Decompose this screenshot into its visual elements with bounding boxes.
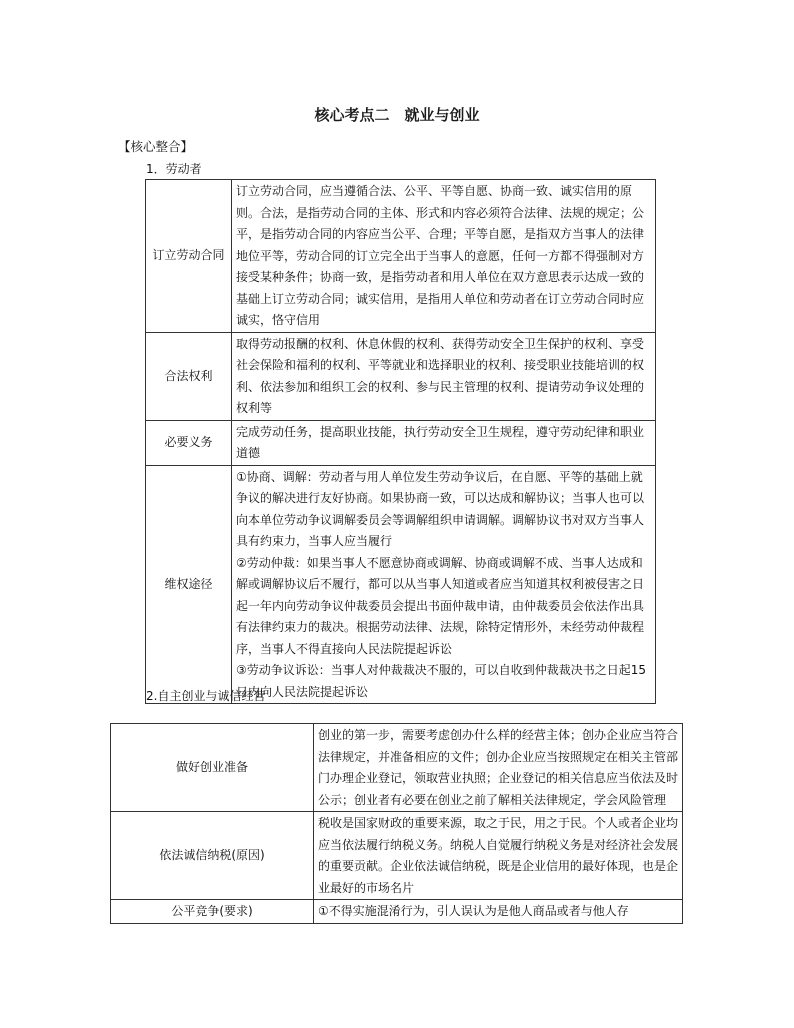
row-content: 取得劳动报酬的权利、休息休假的权利、获得劳动安全卫生保护的权利、享受社会保险和福利的权利、平等就业和选择职业的权利、接受职业技能培训的权利、依法参加和组织工会的权利、参与民主管理的权利、提请劳动争议处理的权利等 [232, 332, 656, 420]
table-row [111, 724, 683, 812]
row-label: 维权途径 [146, 465, 232, 704]
row-label: 公平竞争(要求) [111, 900, 314, 924]
rights-path-litigation: ③劳动争议诉讼：当事人对仲裁裁决不服的，可以自收到仲裁裁决书之日起15日内向人民法院提起诉讼 [236, 663, 647, 699]
row-label: 做好创业准备 [111, 724, 314, 812]
page-title: 核心考点二 就业与创业 [314, 106, 480, 124]
table-row [111, 900, 683, 924]
table-row [146, 332, 656, 420]
table-row [111, 812, 683, 900]
row-label: 订立劳动合同 [146, 180, 232, 333]
row-content [232, 465, 656, 704]
row-label: 必要义务 [146, 420, 232, 465]
entrepreneurship-table [110, 723, 683, 924]
laborer-table [145, 179, 656, 704]
section-tag: 【核心整合】 [118, 139, 194, 154]
row-label: 依法诚信纳税(原因) [111, 812, 314, 900]
table-row [146, 465, 656, 704]
subheading-entrepreneurship: 2.自主创业与诚信经营 [146, 689, 266, 703]
row-content: 税收是国家财政的重要来源，取之于民，用之于民。个人或者企业均应当依法履行纳税义务。纳税人自觉履行纳税义务是对经济社会发展的重要贡献。企业依法诚信纳税，既是企业信用的最好体现，也是企业最好的市场名片 [314, 812, 683, 900]
row-label: 合法权利 [146, 332, 232, 420]
row-content: ①不得实施混淆行为，引人误认为是他人商品或者与他人存 [314, 900, 683, 924]
rights-path-arbitration: ②劳动仲裁：如果当事人不愿意协商或调解、协商或调解不成、当事人达成和解或调解协议后不履行，都可以从当事人知道或者应当知道其权利被侵害之日起一年内向劳动争议仲裁委员会提出书面仲裁申请，由仲裁委员会依法作出具有法律约束力的裁决。根据劳动法律、法规，除特定情形外，未经劳动仲裁程序，当事人不得直接向人民法院提起诉讼 [236, 555, 645, 656]
row-content: 订立劳动合同，应当遵循合法、公平、平等自愿、协商一致、诚实信用的原则。合法，是指劳动合同的主体、形式和内容必须符合法律、法规的规定；公平，是指劳动合同的内容应当公平、合理；平等自愿，是指双方当事人的法律地位平等，劳动合同的订立完全出于当事人的意愿，任何一方都不得强制对方接受某种条件；协商一致，是指劳动者和用人单位在双方意思表示达成一致的基础上订立劳动合同；诚实信用，是指用人单位和劳动者在订立劳动合同时应诚实，恪守信用 [232, 180, 656, 333]
table-row [146, 180, 656, 333]
table-row [146, 420, 656, 465]
row-content: 完成劳动任务，提高职业技能，执行劳动安全卫生规程，遵守劳动纪律和职业道德 [232, 420, 656, 465]
row-content: 创业的第一步，需要考虑创办什么样的经营主体；创办企业应当符合法律规定，并准备相应的文件；创办企业应当按照规定在相关主管部门办理企业登记，领取营业执照；企业登记的相关信息应当依法及时公示；创业者有必要在创业之前了解相关法律规定，学会风险管理 [314, 724, 683, 812]
subheading-laborer: 1．劳动者 [146, 162, 202, 176]
rights-path-negotiation: ①协商、调解：劳动者与用人单位发生劳动争议后，在自愿、平等的基础上就争议的解决进行友好协商。如果协商一致，可以达成和解协议；当事人也可以向本单位劳动争议调解委员会等调解组织申请调解。调解协议书对双方当事人具有约束力，当事人应当履行 [236, 469, 645, 548]
